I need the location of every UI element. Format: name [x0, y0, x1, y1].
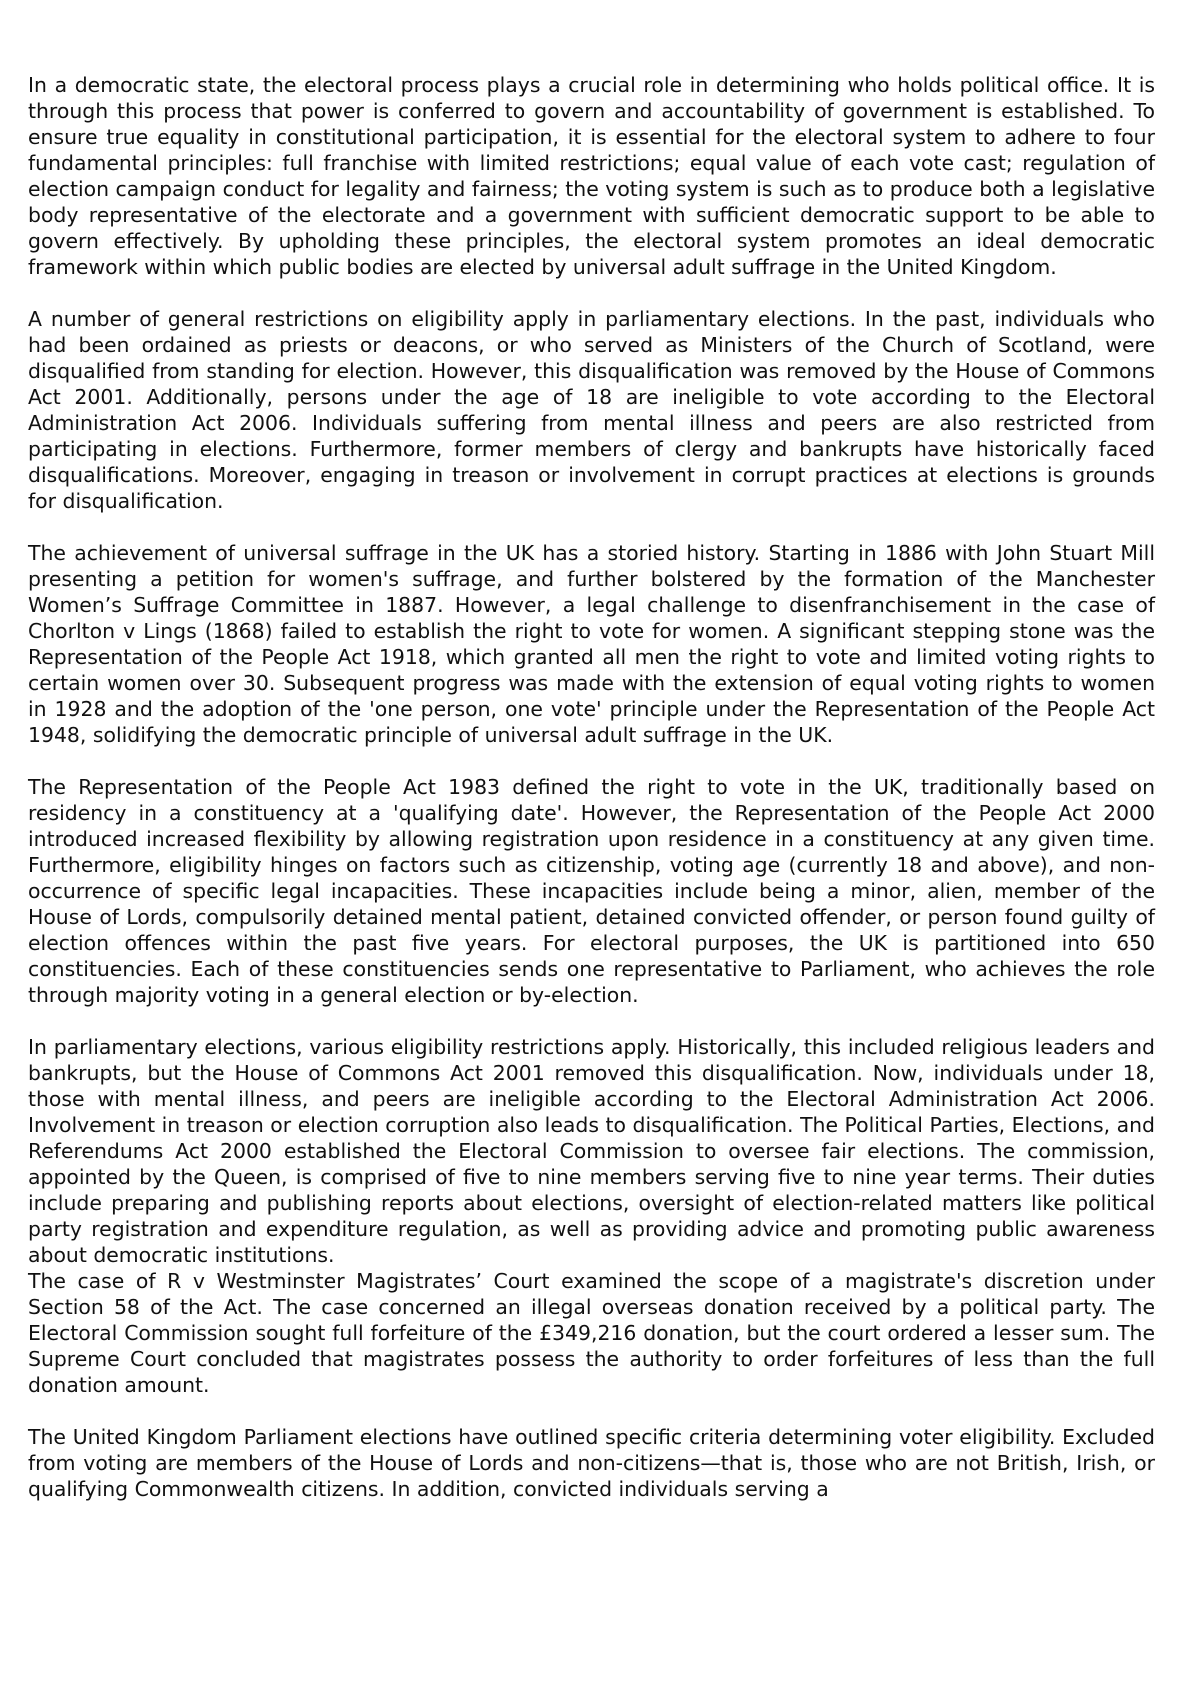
paragraph-universal-suffrage-history: The achievement of universal suffrage in the UK has a storied history. Starting in 1886 with John Stuart Mill presenting a petition for women's suffrage, and further bolstered by the formation of the Manchester Women’s Suffrage Committee in 1887. However, a legal challenge to disenfranchisement in the case of Chorlton v Lings (1868) failed to establish the right to vote for women. A significant stepping stone was the Representation of the People Act 1918, which granted all men the right to vote and limited voting rights to certain women over 30. Subsequent progress was made with the extension of equal voting rights to women in 1928 and the adoption of the 'one person, one vote' principle under the Representation of the People Act 1948, solidifying the democratic principle of universal adult suffrage in the UK.: [28, 541, 1155, 747]
paragraph-electoral-principles: In a democratic state, the electoral process plays a crucial role in determining who holds political office. It is through this process that power is conferred to govern and accountability of government is established. To ensure true equality in constitutional participation, it is essential for the electoral system to adhere to four fundamental principles: full franchise with limited restrictions; equal value of each vote cast; regulation of election campaign conduct for legality and fairness; the voting system is such as to produce both a legislative body representative of the electorate and a government with sufficient democratic support to be able to govern effectively. By upholding these principles, the electoral system promotes an ideal democratic framework within which public bodies are elected by universal adult suffrage in the United Kingdom.: [28, 73, 1155, 279]
document-body: [28, 72, 1155, 1502]
paragraph-voter-eligibility: The United Kingdom Parliament elections have outlined specific criteria determining voter eligibility. Excluded from voting are members of the House of Lords and non-citizens—that is, those who are not British, Irish, or qualifying Commonwealth citizens. In addition, convicted individuals serving a: [28, 1425, 1155, 1501]
paragraph-westminster-case: The case of R v Westminster Magistrates’ Court examined the scope of a magistrate's discretion under Section 58 of the Act. The case concerned an illegal overseas donation received by a political party. The Electoral Commission sought full forfeiture of the £349,216 donation, but the court ordered a lesser sum. The Supreme Court concluded that magistrates possess the authority to order forfeitures of less than the full donation amount.: [28, 1269, 1155, 1397]
paragraph-right-to-vote: The Representation of the People Act 1983 defined the right to vote in the UK, traditionally based on residency in a constituency at a 'qualifying date'. However, the Representation of the People Act 2000 introduced increased flexibility by allowing registration upon residence in a constituency at any given time. Furthermore, eligibility hinges on factors such as citizenship, voting age (currently 18 and above), and non-occurrence of specific legal incapacities. These incapacities include being a minor, alien, member of the House of Lords, compulsorily detained mental patient, detained convicted offender, or person found guilty of election offences within the past five years. For electoral purposes, the UK is partitioned into 650 constituencies. Each of these constituencies sends one representative to Parliament, who achieves the role through majority voting in a general election or by-election.: [28, 775, 1155, 1007]
paragraph-eligibility-restrictions: A number of general restrictions on eligibility apply in parliamentary elections. In the past, individuals who had been ordained as priests or deacons, or who served as Ministers of the Church of Scotland, were disqualified from standing for election. However, this disqualification was removed by the House of Commons Act 2001. Additionally, persons under the age of 18 are ineligible to vote according to the Electoral Administration Act 2006. Individuals suffering from mental illness and peers are also restricted from participating in elections. Furthermore, former members of clergy and bankrupts have historically faced disqualifications. Moreover, engaging in treason or involvement in corrupt practices at elections is grounds for disqualification.: [28, 307, 1155, 513]
paragraph-electoral-commission: In parliamentary elections, various eligibility restrictions apply. Historically, this included religious leaders and bankrupts, but the House of Commons Act 2001 removed this disqualification. Now, individuals under 18, those with mental illness, and peers are ineligible according to the Electoral Administration Act 2006. Involvement in treason or election corruption also leads to disqualification. The Political Parties, Elections, and Referendums Act 2000 established the Electoral Commission to oversee fair elections. The commission, appointed by the Queen, is comprised of five to nine members serving five to nine year terms. Their duties include preparing and publishing reports about elections, oversight of election-related matters like political party registration and expenditure regulation, as well as providing advice and promoting public awareness about democratic institutions.: [28, 1035, 1155, 1267]
